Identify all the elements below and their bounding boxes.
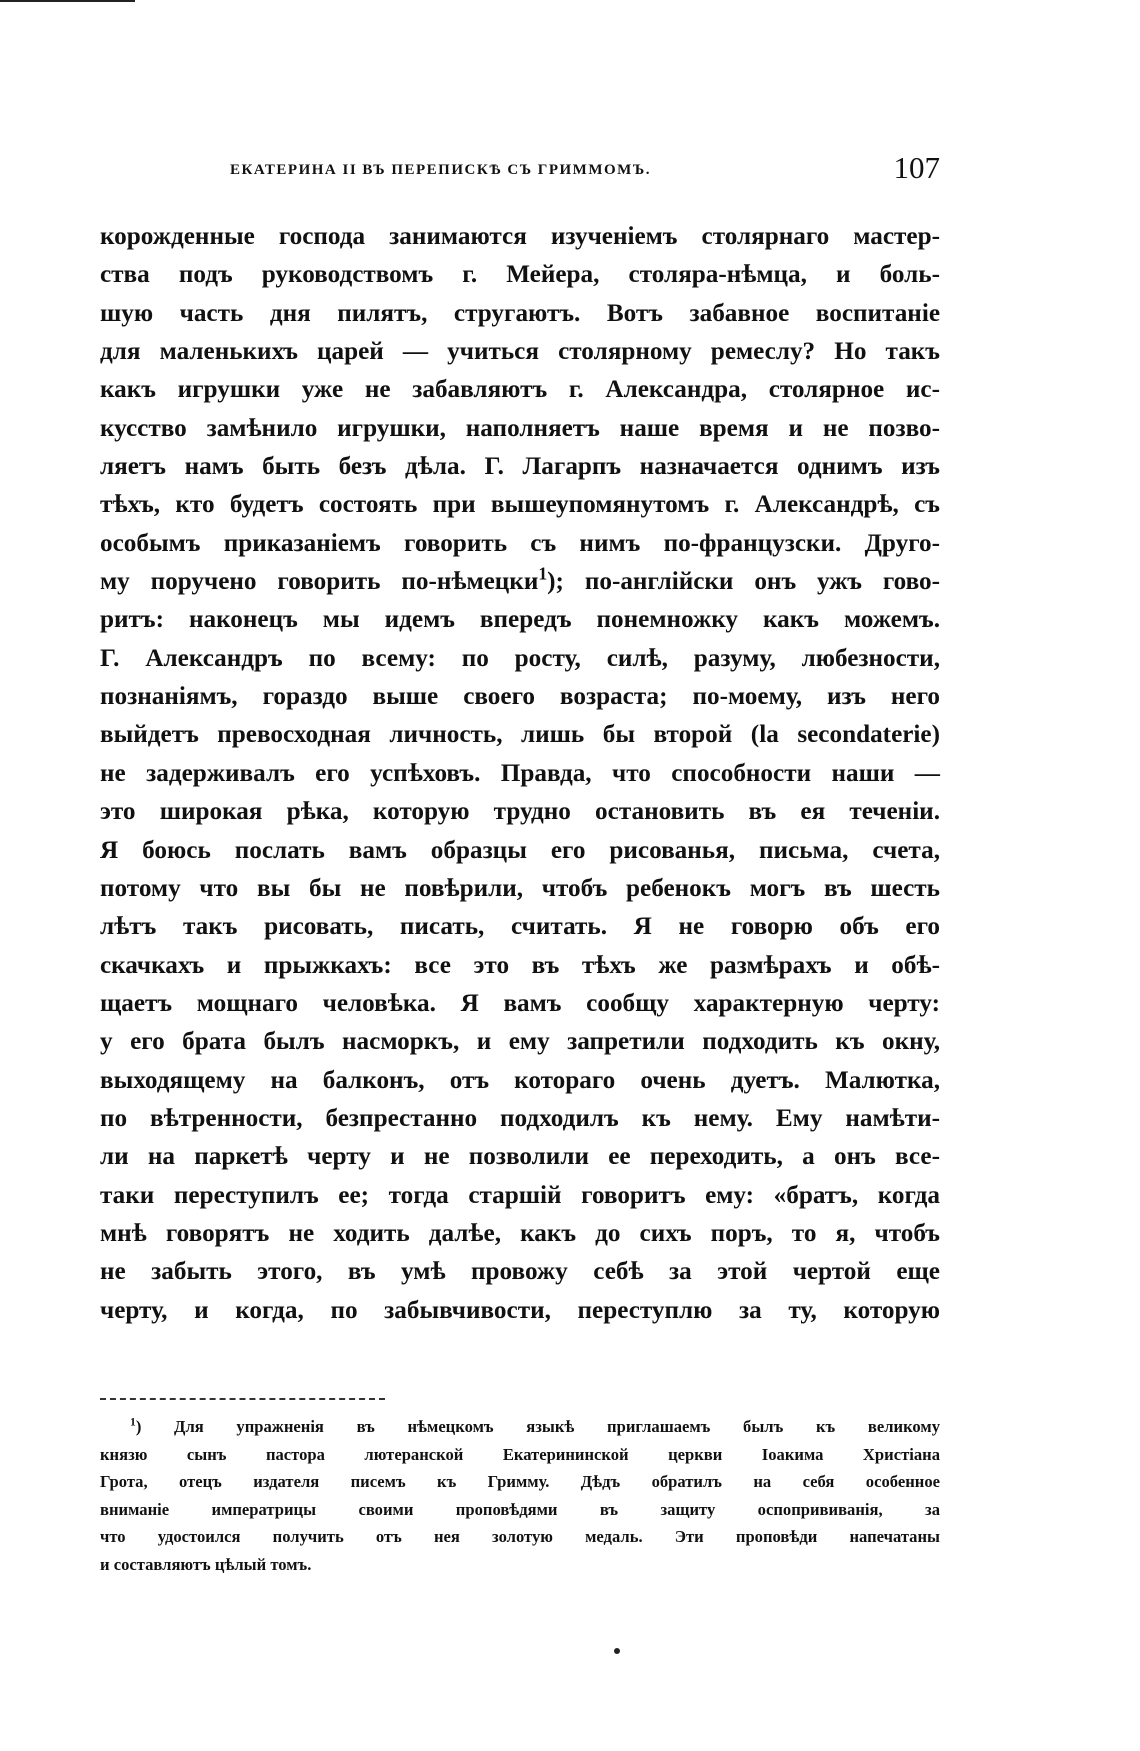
text-line: особымъ приказаніемъ говорить съ нимъ по-французски. Друго- [100,529,940,557]
text-line: для маленькихъ царей — учиться столярному ремеслу? Но такъ [100,338,940,366]
text-line: мнѣ говорятъ не ходить далѣе, какъ до сихъ поръ, то я, чтобъ [100,1219,940,1247]
footnote-line: Грота, отецъ издателя писемъ къ Гримму. Дѣдъ обратилъ на себя особенное [100,1472,940,1492]
footnote-marker: 1 [130,1415,136,1429]
text-line: шую часть дня пилятъ, стругаютъ. Вотъ забавное воспитаніе [100,299,940,327]
text-line: корожденные господа занимаются изученіемъ столярнаго мастер- [100,223,940,250]
text-line: скачкахъ и прыжкахъ: все это въ тѣхъ же размѣрахъ и обѣ- [100,951,940,979]
text-line: ритъ: наконецъ мы идемъ впередъ понемножку какъ можемъ. [100,606,940,634]
text-line: не забыть этого, въ умѣ провожу себѣ за этой чертой еще [100,1258,940,1286]
text-line-start: му поручено говорить по-нѣмецки [100,568,539,596]
text-line: это широкая рѣка, которую трудно остановить въ ея теченіи. [100,798,940,826]
text-line: по вѣтренности, безпрестанно подходилъ къ нему. Ему намѣти- [100,1104,940,1132]
text-line: познаніямъ, гораздо выше своего возраста; по-моему, изъ него [100,683,940,711]
footnote-line: что удостоился получить отъ нея золотую медаль. Эти проповѣди напечатаны [100,1527,940,1547]
page-header [100,150,940,190]
text-line: черту, и когда, по забывчивости, переступлю за ту, которую [100,1296,940,1324]
text-line: потому что вы бы не повѣрили, чтобъ ребенокъ могъ въ шесть [100,874,940,902]
footnote-divider [100,1398,385,1400]
text-line: таки переступилъ ее; тогда старшій говоритъ ему: «братъ, когда [100,1181,940,1209]
text-line-end: ); по-англійски онъ ужъ гово- [547,568,941,596]
text-line: ли на паркетѣ черту и не позволили ее переходить, а онъ все- [100,1143,940,1171]
text-line-with-footnote-ref [100,563,940,601]
text-line: ляетъ намъ быть безъ дѣла. Г. Лагарпъ назначается однимъ изъ [100,453,940,481]
main-text [100,218,940,1330]
text-line: лѣтъ такъ рисовать, писать, считать. Я не говорю объ его [100,913,940,941]
footnote-line: и составляютъ цѣлый томъ. [100,1554,312,1574]
footnote-reference: 1 [538,563,548,584]
text-line: выйдетъ превосходная личность, лишь бы второй (la secondaterie) [100,721,940,749]
text-line: Г. Александръ по всему: по росту, силѣ, разуму, любезности, [100,644,940,672]
text-line: тѣхъ, кто будетъ состоять при вышеупомянутомъ г. Александрѣ, съ [100,491,940,519]
text-line: кусство замѣнило игрушки, наполняетъ наше время и не позво- [100,414,940,442]
footnote-line: вниманіе императрицы своими проповѣдями въ защиту оспопрививанія, за [100,1499,940,1519]
text-line: выходящему на балконъ, отъ котораго очень дуетъ. Малютка, [100,1066,940,1094]
ink-speck [614,1648,620,1654]
top-edge-rule [0,0,135,2]
footnote-line: князю сынъ пастора лютеранской Екатерининской церкви Іоакима Христіана [100,1444,940,1464]
text-line: ства подъ руководствомъ г. Мейера, столяра-нѣмца, и боль- [100,261,940,289]
text-line: какъ игрушки уже не забавляютъ г. Александра, столярное ис- [100,376,940,404]
running-head: ЕКАТЕРИНА II ВЪ ПЕРЕПИСКѢ СЪ ГРИММОМЪ. [230,162,652,178]
text-line: Я боюсь послать вамъ образцы его рисованья, письма, счета, [100,836,940,864]
footnote-line-text: ) Для упражненія въ нѣмецкомъ языкѣ приглашаемъ былъ къ великому [135,1417,940,1436]
page-number: 107 [893,150,940,185]
text-line: у его брата былъ насморкъ, и ему запретили подходить къ окну, [100,1028,940,1056]
footnote-line [100,1413,940,1441]
text-line: не задерживалъ его успѣховъ. Правда, что способности наши — [100,759,940,787]
footnote [100,1413,940,1579]
text-line: щаетъ мощнаго человѣка. Я вамъ сообщу характерную черту: [100,989,940,1017]
